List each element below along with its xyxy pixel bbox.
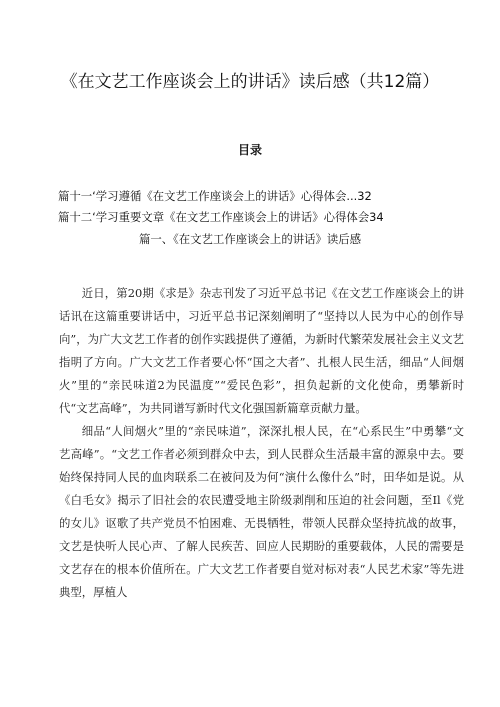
- toc-entry[interactable]: 篇十二‘学习重要文章《在文艺工作座谈会上的讲话》心得体会34: [58, 210, 384, 224]
- paragraph: 细品“人间烟火”里的“亲民味道”，深深扎根人民，在“心系民生”中勇攀“文艺高峰”。“文艺工作者必须到群众中去，到人民群众生活最丰富的源泉中去。要始终保持同人民的血肉联系二在被问及为何“演什么像什么”时，田华如是说。从《白毛女》揭示了旧社会的农民遭受地主阶级剥削和压迫的社会问题，至Il《党的女儿》讴歌了共产党员不怕困难、无畏牺牲，带领人民群众坚持抗战的故事，文艺是快听人民心声、了解人民疾苦、回应人民期盼的重要载体，人民的需要是文艺存在的根本价值所在。广大文艺工作者要自觉对标对表“人民艺术家”等先进典型，厚植人: [59, 424, 464, 599]
- paragraph: 近日，第20期《求是》杂志刊发了习近平总书记《在文艺工作座谈会上的讲话讯在这篇重要讲话中，习近平总书记深刻阐明了“坚持以人民为中心的创作导向”，为广大文艺工作者的创作实践提供了遵循，为新时代繁荣发展社会主义文艺指明了方向。广大文艺工作者要心怀“国之大者”、扎根人民生活，细品“人间烟火”里的“亲民味道2为民温度”“爱民色彩”，担负起新的文化使命，勇攀新时代“文艺高峰”，为共同谱写新时代文化强国新篇章贡献力量。: [59, 286, 464, 415]
- table-of-contents: [58, 186, 458, 228]
- toc-heading: 目录: [237, 143, 262, 157]
- body-text: [59, 282, 464, 604]
- document-title: 《在文艺工作座谈会上的讲话》读后感（共12篇）: [60, 72, 440, 92]
- toc-entry[interactable]: 篇十一‘学习遵循《在文艺工作座谈会上的讲话》心得体会...32: [58, 189, 372, 203]
- section-heading: 篇一、《在文艺工作座谈会上的讲话》读后感: [138, 232, 362, 246]
